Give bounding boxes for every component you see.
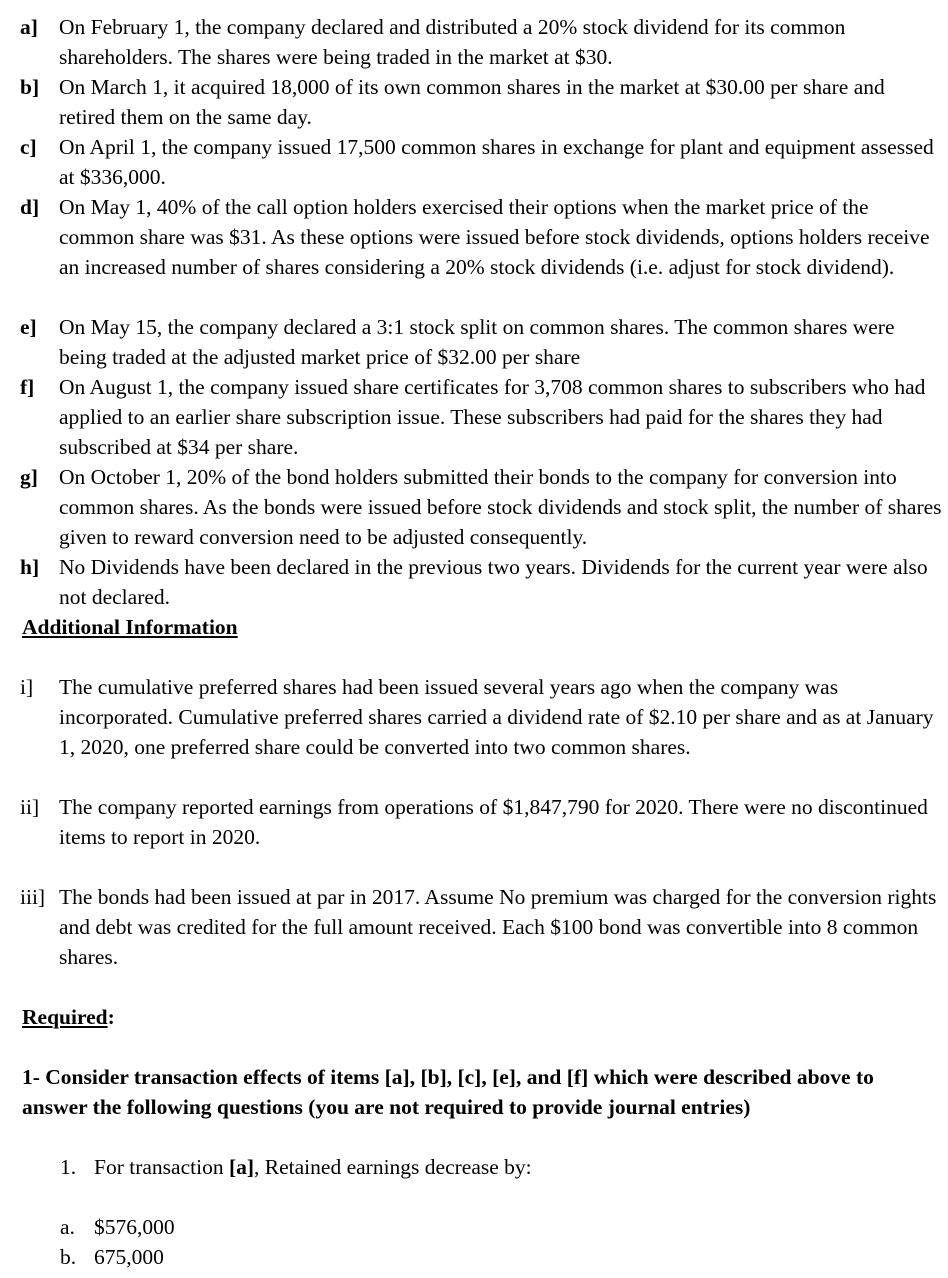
item-label: g] — [20, 465, 38, 489]
item-label: f] — [20, 375, 35, 399]
item-d — [20, 192, 946, 282]
item-label: h] — [20, 555, 40, 579]
option-a[interactable] — [60, 1212, 175, 1242]
item-label: iii] — [20, 885, 46, 909]
item-text: On April 1, the company issued 17,500 common shares in exchange for plant and equipment assessed at $336,000. — [59, 135, 934, 189]
additional-heading: Additional Information — [22, 615, 238, 639]
item-label: b] — [20, 75, 40, 99]
option-letter: a. — [60, 1215, 75, 1239]
sub-question-ref: [a] — [228, 1155, 255, 1179]
required-colon: : — [107, 1005, 115, 1029]
item-c — [20, 132, 946, 192]
option-b[interactable] — [60, 1242, 164, 1272]
item-text: On March 1, it acquired 18,000 of its own common shares in the market at $30.00 per share and retired them on the same day. — [59, 75, 885, 129]
item-e — [20, 312, 946, 372]
item-text: The bonds had been issued at par in 2017. Assume No premium was charged for the conversion rights and debt was credited for the full amount received. Each $100 bond was convertible into 8 common shares. — [59, 885, 937, 969]
item-text: On February 1, the company declared and distributed a 20% stock dividend for its common shareholders. The shares were being traded in the market at $30. — [59, 15, 846, 69]
item-f — [20, 372, 946, 462]
sub-question-text — [94, 1152, 532, 1182]
item-g — [20, 462, 946, 552]
option-value: $576,000 — [94, 1215, 175, 1239]
sub-question-text-before: For transaction — [94, 1155, 229, 1179]
item-text: The company reported earnings from operations of $1,847,790 for 2020. There were no discontinued items to report in 2020. — [59, 795, 928, 849]
item-h — [20, 552, 946, 612]
item-text: No Dividends have been declared in the previous two years. Dividends for the current year were also not declared. — [59, 555, 928, 609]
item-text: On May 1, 40% of the call option holders exercised their options when the market price of the common share was $31. As these options were issued before stock dividends, options holders receive an increased number of shares considering a 20% stock dividends (i.e. adjust for stock dividend). — [59, 195, 930, 279]
sub-question-number: 1. — [60, 1155, 77, 1179]
item-b — [20, 72, 946, 132]
item-a — [20, 12, 946, 72]
item-text: On May 15, the company declared a 3:1 stock split on common shares. The common shares were being traded at the adjusted market price of $32.00 per share — [59, 315, 895, 369]
item-text: On August 1, the company issued share certificates for 3,708 common shares to subscribers who had applied to an earlier share subscription issue. These subscribers had paid for the shares they had subscribed at $34 per share. — [59, 375, 926, 459]
item-label: d] — [20, 195, 40, 219]
sub-question-text-after: , Retained earnings decrease by: — [254, 1155, 532, 1179]
item-label: c] — [20, 135, 37, 159]
additional-item-ii — [20, 792, 946, 852]
additional-item-i — [20, 672, 946, 762]
item-text: The cumulative preferred shares had been issued several years ago when the company was incorporated. Cumulative preferred shares carried a dividend rate of $2.10 per share and as at January 1, 2020, one preferred share could be converted into two common shares. — [59, 675, 934, 759]
item-label: a] — [20, 15, 38, 39]
item-label: i] — [20, 675, 34, 699]
additional-item-iii — [20, 882, 946, 972]
sub-question — [60, 1152, 532, 1182]
option-value: 675,000 — [94, 1245, 164, 1269]
required-heading — [22, 1002, 115, 1032]
item-text: On October 1, 20% of the bond holders submitted their bonds to the company for conversion into common shares. As the bonds were issued before stock dividends and stock split, the number of shares given to reward conversion need to be adjusted consequently. — [59, 465, 942, 549]
question-1: 1- Consider transaction effects of items [a], [b], [c], [e], and [f] which were described above to answer the following questions (you are not required to provide journal entries) — [22, 1065, 874, 1119]
option-letter: b. — [60, 1245, 77, 1269]
item-label: ii] — [20, 795, 40, 819]
required-label: Required — [22, 1005, 108, 1029]
item-label: e] — [20, 315, 37, 339]
